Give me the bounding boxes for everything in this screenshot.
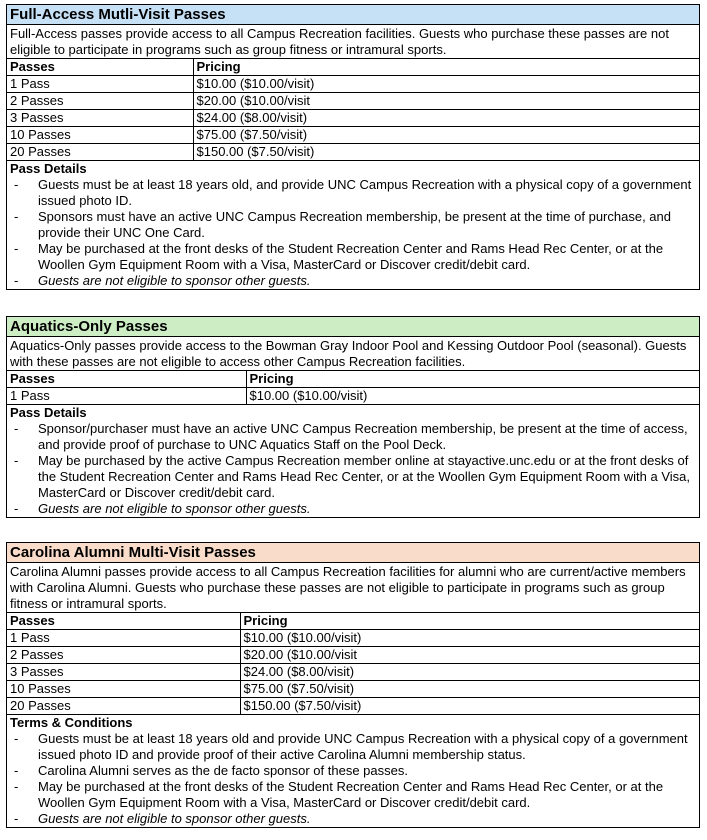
pricing-cell: $150.00 ($7.50/visit) bbox=[240, 698, 699, 715]
list-item bbox=[7, 501, 693, 517]
section-description: Aquatics-Only passes provide access to the Bowman Gray Indoor Pool and Kessing Outdoor Pool (seasonal). Guests with these passes are not eligible to access other Campus Recreation facilities. bbox=[10, 338, 687, 369]
table-row bbox=[7, 647, 699, 664]
column-header-pricing: Pricing bbox=[193, 59, 699, 76]
terms-heading: Terms & Conditions bbox=[7, 714, 699, 731]
passes-cell: 20 Passes bbox=[7, 144, 193, 161]
detail-text: Guests are not eligible to sponsor other guests. bbox=[38, 273, 311, 288]
details-heading: Pass Details bbox=[7, 160, 699, 177]
table-row bbox=[7, 664, 699, 681]
table-header-row bbox=[7, 613, 699, 630]
section-description: Full-Access passes provide access to all Campus Recreation facilities. Guests who purchase these passes are not eligible to participate in programs such as group fitness or intramural sports. bbox=[10, 26, 669, 57]
dash-bullet: - bbox=[14, 731, 19, 746]
column-header-passes: Passes bbox=[7, 613, 240, 630]
passes-cell: 1 Pass bbox=[7, 388, 246, 405]
list-item bbox=[7, 177, 693, 209]
passes-cell: 10 Passes bbox=[7, 127, 193, 144]
pricing-cell: $150.00 ($7.50/visit) bbox=[193, 144, 699, 161]
passes-cell: 10 Passes bbox=[7, 681, 240, 698]
pricing-table bbox=[7, 370, 699, 404]
pricing-table bbox=[7, 58, 699, 160]
detail-text: Guests are not eligible to sponsor other guests. bbox=[38, 501, 311, 516]
section-title: Aquatics-Only Passes bbox=[7, 317, 699, 337]
detail-text: May be purchased at the front desks of the Student Recreation Center and Rams Head Rec Center, or at the Woollen Gym Equipment Room with a Visa, MasterCard or Discover credit/debit card. bbox=[38, 241, 664, 272]
pricing-cell: $24.00 ($8.00/visit) bbox=[240, 664, 699, 681]
details-list bbox=[7, 421, 699, 517]
list-item bbox=[7, 779, 693, 811]
pricing-cell: $10.00 ($10.00/visit) bbox=[240, 630, 699, 647]
dash-bullet: - bbox=[14, 811, 19, 826]
detail-text: Guests must be at least 18 years old and provide UNC Campus Recreation with a physical copy of a government issued photo ID and provide proof of their active Carolina Alumni membership status. bbox=[38, 731, 688, 762]
section-title: Carolina Alumni Multi-Visit Passes bbox=[7, 543, 699, 563]
list-item bbox=[7, 731, 693, 763]
passes-cell: 3 Passes bbox=[7, 664, 240, 681]
passes-cell: 1 Pass bbox=[7, 76, 193, 93]
table-row bbox=[7, 388, 699, 405]
dash-bullet: - bbox=[14, 763, 19, 778]
section-carolina-alumni bbox=[6, 542, 700, 828]
column-header-passes: Passes bbox=[7, 59, 193, 76]
list-item bbox=[7, 241, 693, 273]
dash-bullet: - bbox=[14, 779, 19, 794]
pricing-cell: $10.00 ($10.00/visit) bbox=[246, 388, 699, 405]
list-item bbox=[7, 273, 693, 289]
table-header-row bbox=[7, 371, 699, 388]
detail-text: Sponsors must have an active UNC Campus Recreation membership, be present at the time of purchase, and provide their UNC One Card. bbox=[38, 209, 671, 240]
section-title: Full-Access Mutli-Visit Passes bbox=[7, 5, 699, 25]
terms-list bbox=[7, 731, 699, 827]
passes-cell: 3 Passes bbox=[7, 110, 193, 127]
detail-text: May be purchased by the active Campus Recreation member online at stayactive.unc.edu or at the front desks of the Student Recreation Center and Rams Head Rec Center, or at the Woollen Gym Equipment Room with a Visa, MasterCard or Discover credit/debit card. bbox=[38, 453, 691, 500]
pricing-cell: $75.00 ($7.50/visit) bbox=[193, 127, 699, 144]
table-row bbox=[7, 127, 699, 144]
dash-bullet: - bbox=[14, 241, 19, 256]
column-header-passes: Passes bbox=[7, 371, 246, 388]
pricing-cell: $20.00 ($10.00/visit bbox=[193, 93, 699, 110]
pricing-cell: $24.00 ($8.00/visit) bbox=[193, 110, 699, 127]
section-aquatics-only bbox=[6, 316, 700, 518]
dash-bullet: - bbox=[14, 177, 19, 192]
column-header-pricing: Pricing bbox=[240, 613, 699, 630]
passes-cell: 20 Passes bbox=[7, 698, 240, 715]
detail-text: Carolina Alumni serves as the de facto sponsor of these passes. bbox=[38, 763, 408, 778]
detail-text: Guests are not eligible to sponsor other guests. bbox=[38, 811, 311, 826]
pricing-cell: $75.00 ($7.50/visit) bbox=[240, 681, 699, 698]
list-item bbox=[7, 209, 693, 241]
detail-text: Sponsor/purchaser must have an active UNC Campus Recreation membership, be present at the time of access, and provide proof of purchase to UNC Aquatics Staff on the Pool Deck. bbox=[38, 421, 688, 452]
list-item bbox=[7, 421, 693, 453]
dash-bullet: - bbox=[14, 501, 19, 516]
list-item bbox=[7, 453, 693, 501]
pricing-cell: $10.00 ($10.00/visit) bbox=[193, 76, 699, 93]
dash-bullet: - bbox=[14, 209, 19, 224]
passes-cell: 2 Passes bbox=[7, 93, 193, 110]
detail-text: May be purchased at the front desks of the Student Recreation Center and Rams Head Rec Center, or at the Woollen Gym Equipment Room with a Visa, MasterCard or Discover credit/debit card. bbox=[38, 779, 664, 810]
dash-bullet: - bbox=[14, 273, 19, 288]
section-full-access bbox=[6, 4, 700, 290]
details-list bbox=[7, 177, 699, 289]
table-row bbox=[7, 76, 699, 93]
details-heading: Pass Details bbox=[7, 404, 699, 421]
table-row bbox=[7, 698, 699, 715]
dash-bullet: - bbox=[14, 453, 19, 468]
table-row bbox=[7, 93, 699, 110]
pricing-cell: $20.00 ($10.00/visit bbox=[240, 647, 699, 664]
list-item bbox=[7, 763, 693, 779]
dash-bullet: - bbox=[14, 421, 19, 436]
table-row bbox=[7, 681, 699, 698]
detail-text: Guests must be at least 18 years old, and provide UNC Campus Recreation with a physical copy of a government issued photo ID. bbox=[38, 177, 692, 208]
pricing-table bbox=[7, 612, 699, 714]
section-description: Carolina Alumni passes provide access to all Campus Recreation facilities for alumni who are current/active members with Carolina Alumni. Guests who purchase these passes are not eligible to participate in programs such as group fitness or intramural sports. bbox=[10, 564, 686, 611]
table-header-row bbox=[7, 59, 699, 76]
passes-cell: 1 Pass bbox=[7, 630, 240, 647]
table-row bbox=[7, 144, 699, 161]
passes-cell: 2 Passes bbox=[7, 647, 240, 664]
list-item bbox=[7, 811, 693, 827]
column-header-pricing: Pricing bbox=[246, 371, 699, 388]
table-row bbox=[7, 110, 699, 127]
table-row bbox=[7, 630, 699, 647]
